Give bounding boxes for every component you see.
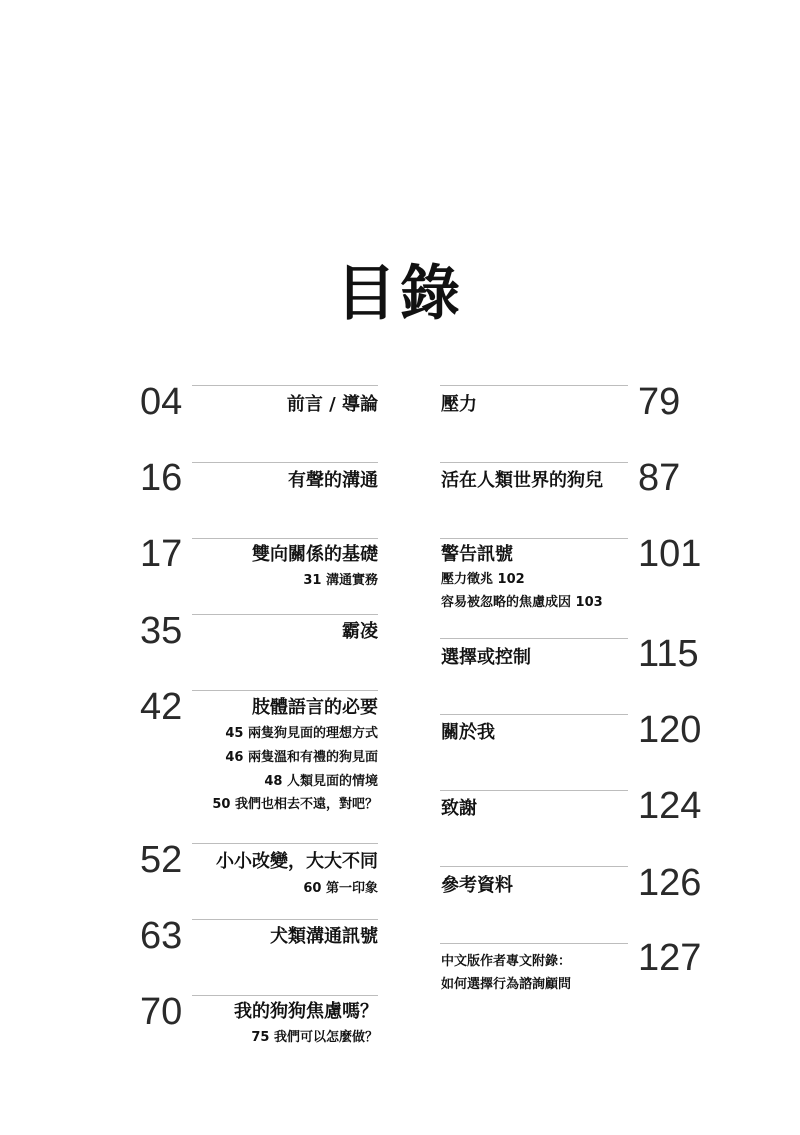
toc-heading[interactable]: 霸凌: [342, 621, 378, 642]
page-number[interactable]: 04: [140, 381, 183, 423]
page-number[interactable]: 127: [638, 937, 702, 979]
page-number[interactable]: 52: [140, 839, 183, 881]
toc-subentry[interactable]: 75 我們可以怎麼做？: [251, 1030, 378, 1045]
toc-subentry[interactable]: 45 兩隻狗見面的理想方式: [225, 726, 378, 741]
page-number[interactable]: 17: [140, 533, 183, 575]
page-number[interactable]: 63: [140, 915, 183, 957]
page-number[interactable]: 79: [638, 381, 681, 423]
toc-heading[interactable]: 小小改變，大大不同: [216, 851, 378, 872]
toc-heading[interactable]: 我的狗狗焦慮嗎？: [234, 1001, 378, 1022]
divider: [192, 385, 378, 386]
toc-subentry[interactable]: 46 兩隻溫和有禮的狗見面: [225, 750, 378, 765]
divider: [440, 943, 628, 944]
page-number[interactable]: 35: [140, 610, 183, 652]
toc-heading[interactable]: 肢體語言的必要: [252, 697, 378, 718]
toc-subentry[interactable]: 壓力徵兆 102: [441, 572, 525, 587]
toc-heading[interactable]: 壓力: [441, 394, 477, 415]
toc-heading[interactable]: 活在人類世界的狗兒: [441, 470, 603, 491]
toc-subentry[interactable]: 50 我們也相去不遠，對吧？: [212, 797, 378, 812]
page-number[interactable]: 87: [638, 457, 681, 499]
toc-subentry[interactable]: 如何選擇行為諮詢顧問: [441, 977, 572, 992]
page-number[interactable]: 16: [140, 457, 183, 499]
divider: [192, 690, 378, 691]
toc-heading[interactable]: 有聲的溝通: [288, 470, 378, 491]
toc-heading[interactable]: 犬類溝通訊號: [270, 926, 378, 947]
page-number[interactable]: 120: [638, 709, 702, 751]
divider: [192, 462, 378, 463]
divider: [440, 538, 628, 539]
divider: [440, 385, 628, 386]
page-number[interactable]: 124: [638, 785, 702, 827]
toc-subentry[interactable]: 60 第一印象: [303, 881, 378, 896]
toc-heading[interactable]: 選擇或控制: [441, 647, 531, 668]
toc-heading[interactable]: 前言 / 導論: [286, 394, 378, 415]
divider: [440, 638, 628, 639]
divider: [192, 919, 378, 920]
toc-heading[interactable]: 致謝: [441, 798, 477, 819]
divider: [192, 843, 378, 844]
page-number[interactable]: 101: [638, 533, 702, 575]
toc-subentry[interactable]: 中文版作者專文附錄：: [441, 954, 572, 969]
toc-heading[interactable]: 警告訊號: [441, 544, 513, 565]
divider: [192, 995, 378, 996]
toc-heading[interactable]: 雙向關係的基礎: [252, 544, 378, 565]
page-number[interactable]: 42: [140, 686, 183, 728]
toc-subentry[interactable]: 48 人類見面的情境: [264, 774, 378, 789]
divider: [440, 714, 628, 715]
page-number[interactable]: 70: [140, 991, 183, 1033]
divider: [440, 790, 628, 791]
toc-heading[interactable]: 關於我: [441, 722, 495, 743]
divider: [192, 614, 378, 615]
toc-subentry[interactable]: 容易被忽略的焦慮成因 103: [441, 595, 603, 610]
page-number[interactable]: 115: [638, 633, 699, 675]
toc-title: 目錄: [336, 259, 464, 329]
toc-heading[interactable]: 參考資料: [441, 875, 513, 896]
toc-subentry[interactable]: 31 溝通實務: [303, 573, 378, 588]
divider: [440, 462, 628, 463]
page-number[interactable]: 126: [638, 862, 702, 904]
divider: [192, 538, 378, 539]
divider: [440, 866, 628, 867]
